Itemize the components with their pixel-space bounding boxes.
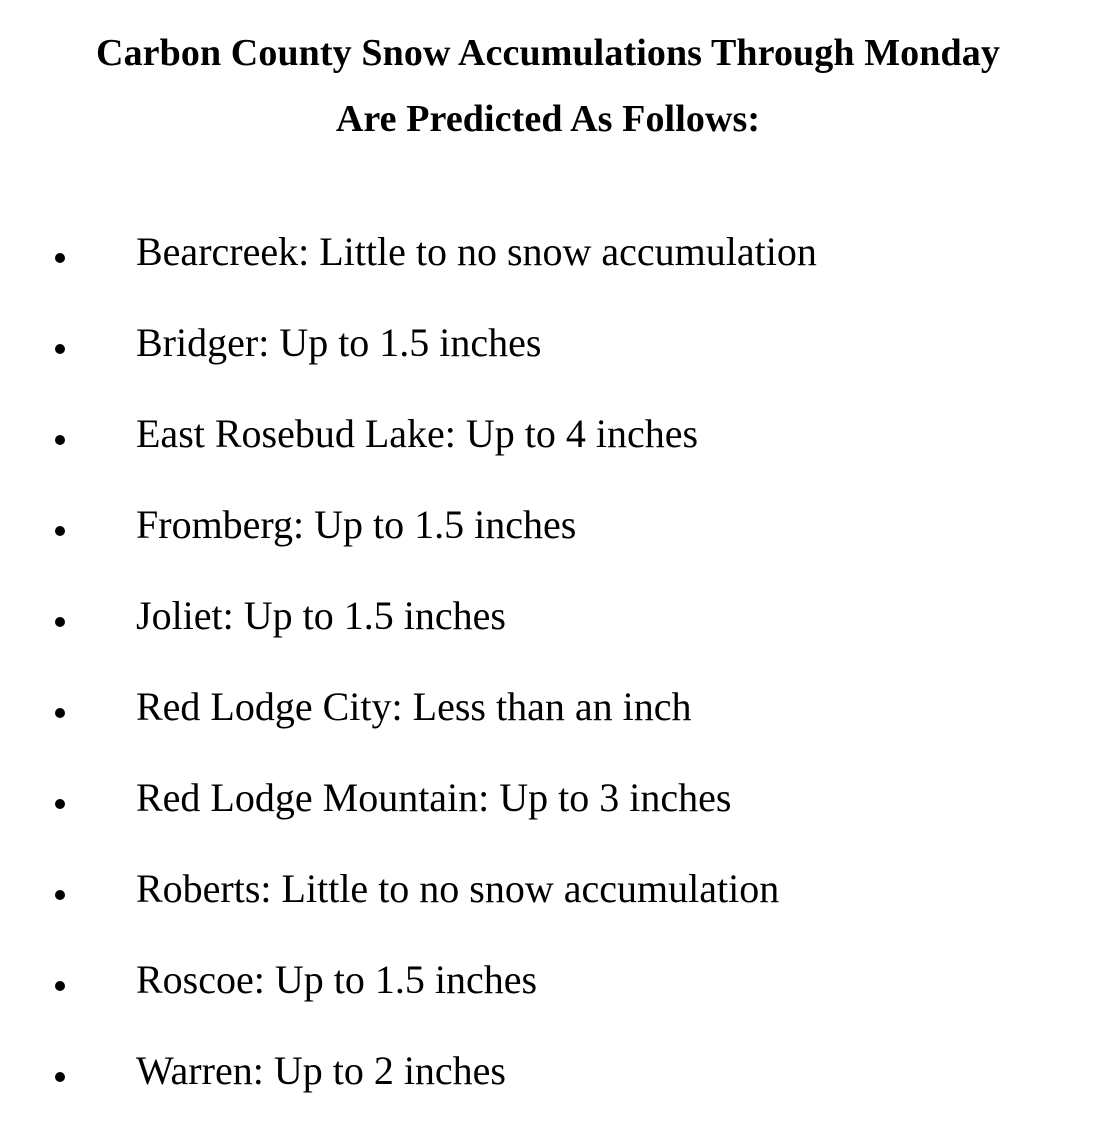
forecast-text: East Rosebud Lake: Up to 4 inches bbox=[136, 411, 699, 456]
forecast-text: Fromberg: Up to 1.5 inches bbox=[136, 502, 577, 547]
bullet-icon bbox=[55, 1072, 65, 1082]
bullet-icon bbox=[55, 799, 65, 809]
title-line-1: Carbon County Snow Accumulations Through Monday bbox=[96, 32, 1000, 74]
bullet-icon bbox=[55, 526, 65, 536]
forecast-text: Roberts: Little to no snow accumulation bbox=[136, 866, 780, 911]
bullet-icon bbox=[55, 981, 65, 991]
forecast-text: Bearcreek: Little to no snow accumulation bbox=[136, 229, 817, 274]
forecast-text: Red Lodge City: Less than an inch bbox=[136, 684, 692, 729]
bullet-icon bbox=[55, 435, 65, 445]
forecast-text: Joliet: Up to 1.5 inches bbox=[136, 593, 506, 638]
page-title bbox=[0, 20, 1096, 152]
forecast-text: Roscoe: Up to 1.5 inches bbox=[136, 957, 538, 1002]
forecast-text: Warren: Up to 2 inches bbox=[136, 1048, 506, 1093]
forecast-text: Bridger: Up to 1.5 inches bbox=[136, 320, 542, 365]
bullet-icon bbox=[55, 253, 65, 263]
bullet-icon bbox=[55, 344, 65, 354]
bullet-icon bbox=[55, 890, 65, 900]
forecast-text: Red Lodge Mountain: Up to 3 inches bbox=[136, 775, 732, 820]
bullet-icon bbox=[55, 708, 65, 718]
bullet-icon bbox=[55, 617, 65, 627]
title-line-2: Are Predicted As Follows: bbox=[335, 98, 761, 140]
